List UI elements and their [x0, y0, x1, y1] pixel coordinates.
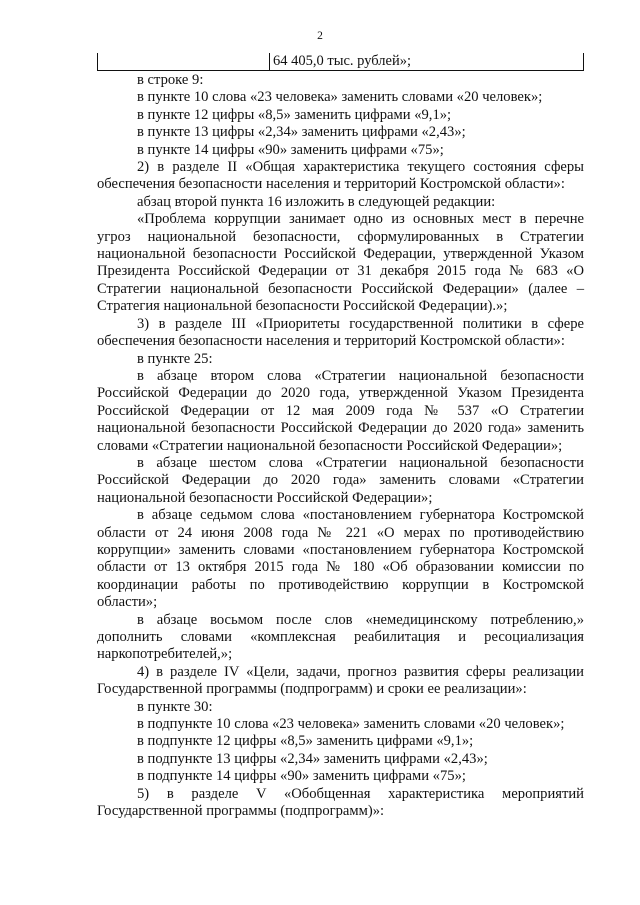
paragraph: в абзаце шестом слова «Стратегии национальной безопасности Российской Федерации до 2020 года» заменить словами «Стратегии национальной безопасности Российской Федерации»;: [97, 454, 584, 506]
paragraph: в абзаце восьмом после слов «немедицинскому потреблению,» дополнить словами «комплексная реабилитация и ресоциализация наркопотребителей,»;: [97, 611, 584, 663]
document-body: [97, 72, 584, 820]
paragraph: в пункте 14 цифры «90» заменить цифрами «75»;: [137, 141, 444, 158]
paragraph: абзац второй пункта 16 изложить в следующей редакции:: [137, 193, 496, 210]
paragraph: в пункте 10 слова «23 человека» заменить словами «20 человек»;: [137, 89, 543, 106]
paragraph: в пункте 13 цифры «2,34» заменить цифрами «2,43»;: [137, 124, 466, 141]
page-number: 2: [317, 30, 323, 42]
table-cell-empty: [98, 53, 270, 70]
paragraph: «Проблема коррупции занимает одно из основных мест в перечне угроз национальной безопасности, сформулированных в Стратегии национальной безопасности Российской Федерации, утвержденной Указом Президента Российской Федерации от 31 декабря 2015 года № 683 «О Стратегии национальной безопасности Российской Федерации» (далее – Стратегия национальной безопасности Российской Федерации).»;: [97, 211, 584, 315]
table-cell-amount: 64 405,0 тыс. рублей»;: [273, 53, 411, 69]
table-fragment: [97, 53, 584, 71]
paragraph: в строке 9:: [137, 72, 204, 88]
paragraph: 2) в разделе II «Общая характеристика текущего состояния сферы обеспечения безопасности населения и территорий Костромской области»:: [97, 159, 584, 193]
paragraph: в пункте 30:: [137, 698, 213, 715]
paragraph: в абзаце втором слова «Стратегии национальной безопасности Российской Федерации до 2020 года, утвержденной Указом Президента Российской Федерации от 12 мая 2009 года № 537 «О Стратегии национальной безопасности Российской Федерации до 2020 года» заменить словами «Стратегии национальной безопасности Российской Федерации»;: [97, 367, 584, 454]
paragraph: 3) в разделе III «Приоритеты государственной политики в сфере обеспечения безопасности населения и территорий Костромской области»:: [97, 315, 584, 350]
paragraph: в подпункте 13 цифры «2,34» заменить цифрами «2,43»;: [137, 750, 488, 767]
paragraph: в подпункте 10 слова «23 человека» заменить словами «20 человек»;: [137, 716, 565, 733]
paragraph: в пункте 12 цифры «8,5» заменить цифрами «9,1»;: [137, 106, 452, 123]
paragraph: в пункте 25:: [137, 350, 213, 367]
paragraph: в подпункте 14 цифры «90» заменить цифрами «75»;: [137, 768, 466, 785]
paragraph: в подпункте 12 цифры «8,5» заменить цифрами «9,1»;: [137, 733, 474, 750]
paragraph: 4) в разделе IV «Цели, задачи, прогноз развития сферы реализации Государственной программы (подпрограмм) и сроки ее реализации»:: [97, 663, 584, 698]
paragraph: 5) в разделе V «Обобщенная характеристика мероприятий Государственной программы (подпрограмм)»:: [97, 785, 584, 820]
paragraph: в абзаце седьмом слова «постановлением губернатора Костромской области от 24 июня 2008 года № 221 «О мерах по противодействию коррупции» заменить словами «постановлением губернатора Костромской области от 13 октября 2015 года № 180 «Об образовании комиссии по координации работы по противодействию коррупции в Костромской области»;: [97, 507, 584, 611]
